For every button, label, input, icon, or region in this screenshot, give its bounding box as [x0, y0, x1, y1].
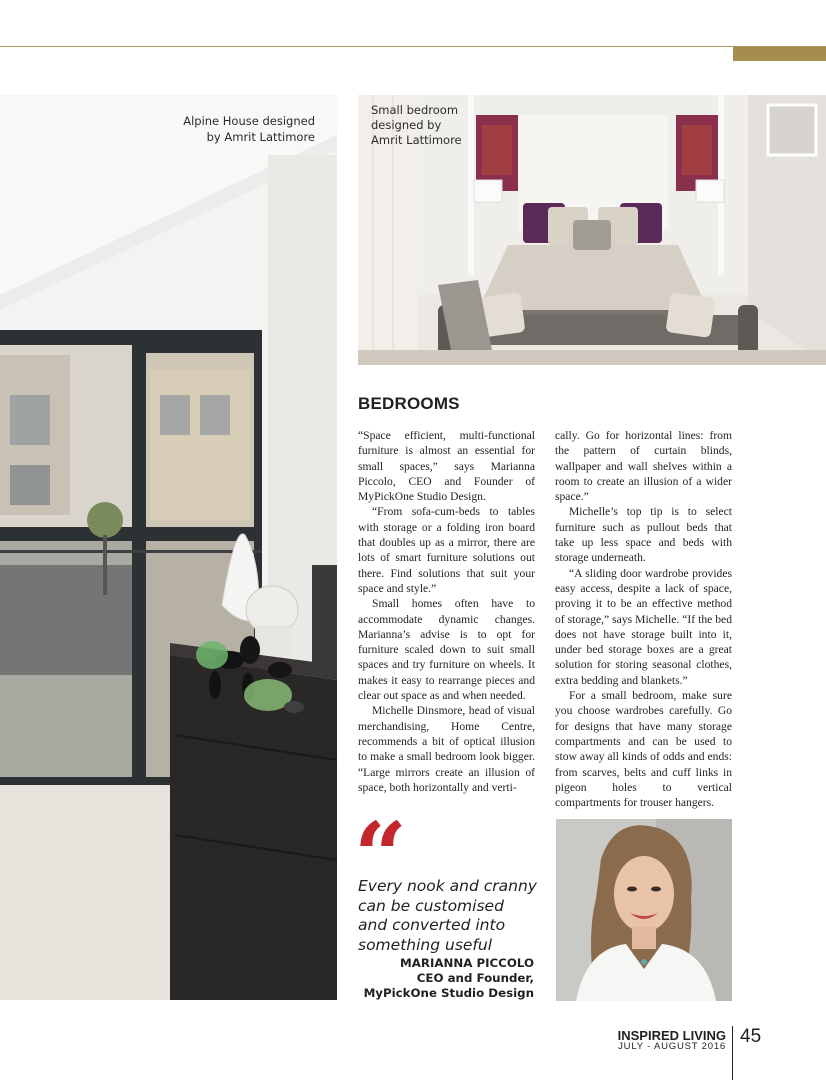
- header-rule: [0, 46, 826, 47]
- header-accent-block: [733, 47, 826, 61]
- quote-line: something useful: [358, 935, 493, 954]
- marianna-piccolo-portrait: [556, 819, 732, 1001]
- caption-line: Amrit Lattimore: [371, 133, 462, 147]
- paragraph: Small homes often have to accommodate dynamic changes. Marianna’s advise is to opt for furniture scaled down to suit small spaces and try furniture on wheels. It makes it easy to rearrange pieces and clear out space as and when needed.: [358, 597, 535, 703]
- caption-line: Alpine House designed: [183, 114, 315, 128]
- quote-line: Every nook and cranny: [358, 877, 537, 895]
- paragraph: For a small bedroom, make sure you choose wardrobes carefully. Go for designs that have many storage compartments and can be used to stow away all kinds of odds and ends: from scarves, belts and cuff links in pigeon holes to vertical compartments for trouser hangers.: [555, 689, 732, 810]
- photo-caption-small-bedroom: [371, 103, 491, 148]
- paragraph: Michelle Dinsmore, head of visual merchandising, Home Centre, recommends a bit of optical illusion to make a small bedroom look bigger. “Large mirrors create an illusion of space, both horizontally and verti-: [358, 704, 535, 794]
- paragraph: cally. Go for horizontal lines: from the pattern of curtain blinds, wallpaper and wall shelves within a room to create an illusion of a wider space.”: [555, 429, 732, 504]
- magazine-name: INSPIRED LIVING: [617, 1028, 726, 1043]
- quote-attribution: [340, 956, 534, 1001]
- pull-quote: [358, 877, 538, 955]
- quote-line: and converted into: [358, 916, 506, 934]
- caption-line: Small bedroom: [371, 103, 459, 117]
- paragraph: “From sofa-cum-beds to tables with storage or a folding iron board that doubles up as a mirror, there are lots of smart furniture solutions out there. Find solutions that suit your space and style.”: [358, 505, 535, 595]
- paragraph: “Space efficient, multi-functional furniture is almost an essential for small spaces,” says Marianna Piccolo, CEO and Founder of MyPickOne Studio Design.: [358, 429, 535, 504]
- issue-date: JULY - AUGUST 2016: [618, 1041, 726, 1052]
- caption-line: by Amrit Lattimore: [206, 130, 315, 144]
- article-column-1: [358, 428, 535, 795]
- paragraph: Michelle’s top tip is to select furniture such as pullout beds that take up less space and beds with storage underneath.: [555, 505, 732, 565]
- alpine-house-photo: [0, 95, 337, 1000]
- paragraph: “A sliding door wardrobe provides easy access, despite a lack of space, proving it to be an effective method of storage,” says Michelle. “If the bed does not have storage built into it, under bed storage boxes are a great solution for storing seasonal clothes, extra bedding and blankets.”: [555, 566, 732, 687]
- page-number: 45: [740, 1026, 762, 1047]
- quote-line: can be customised: [358, 896, 504, 915]
- section-heading: BEDROOMS: [358, 394, 460, 413]
- attribution-title: CEO and Founder,: [416, 971, 534, 985]
- footer-divider: [732, 1026, 733, 1080]
- photo-caption-alpine-house: [150, 113, 315, 145]
- caption-line: designed by: [371, 118, 442, 132]
- attribution-name: MARIANNA PICCOLO: [400, 956, 534, 970]
- quote-mark-icon: “: [354, 802, 407, 910]
- article-column-2: [555, 428, 732, 810]
- attribution-company: MyPickOne Studio Design: [363, 986, 534, 1000]
